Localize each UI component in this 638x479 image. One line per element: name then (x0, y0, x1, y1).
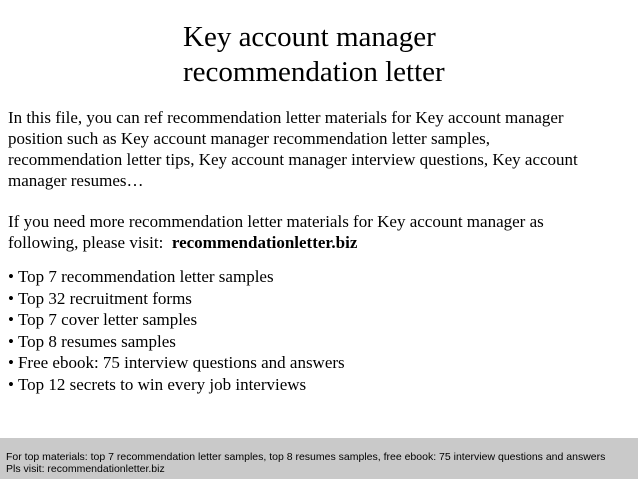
list-item-label: Top 12 secrets to win every job interviews (17, 374, 307, 394)
intro-paragraph-1 (8, 107, 633, 191)
list-item-label: Top 7 cover letter samples (17, 310, 198, 329)
title-line-1: Key account manager (183, 21, 436, 53)
intro-paragraph-2 (8, 211, 633, 253)
bullet-icon: • (8, 374, 14, 394)
recommendation-site-link[interactable]: recommendationletter.biz (171, 233, 358, 252)
page-title (183, 20, 623, 90)
list-item (8, 266, 345, 288)
bullet-icon: • (8, 288, 14, 308)
intro-line: recommendation letter tips, Key account manager interview questions, Key account (8, 150, 578, 169)
list-item (8, 331, 345, 353)
list-item (8, 352, 345, 374)
title-line-2: recommendation letter (183, 56, 445, 88)
footer-line-1: For top materials: top 7 recommendation letter samples, top 8 resumes samples, free ebook: 75 interview questions and answers (6, 451, 606, 463)
intro-line: manager resumes… (8, 171, 144, 190)
intro-line: If you need more recommendation letter materials for Key account manager as (8, 212, 544, 231)
intro-line: position such as Key account manager recommendation letter samples, (8, 129, 490, 148)
list-item-label: Top 32 recruitment forms (17, 288, 192, 308)
list-item (8, 309, 345, 331)
bullet-icon: • (8, 310, 14, 329)
intro-line-with-link (8, 232, 633, 253)
bullet-icon: • (8, 331, 14, 351)
bullet-list (8, 266, 345, 395)
intro-text (8, 107, 633, 253)
list-item-label: Top 8 resumes samples (17, 331, 176, 351)
list-item-label: Free ebook: 75 interview questions and answers (17, 353, 345, 372)
list-item-label: Top 7 recommendation letter samples (17, 267, 274, 286)
list-item (8, 374, 345, 396)
footer-banner (0, 438, 638, 479)
list-item (8, 288, 345, 310)
intro-line: In this file, you can ref recommendation letter materials for Key account manager (8, 108, 564, 127)
bullet-icon: • (8, 267, 14, 286)
bullet-icon: • (8, 353, 14, 372)
visit-prefix: following, please visit: (8, 233, 172, 252)
footer-line-2: Pls visit: recommendationletter.biz (6, 463, 165, 475)
